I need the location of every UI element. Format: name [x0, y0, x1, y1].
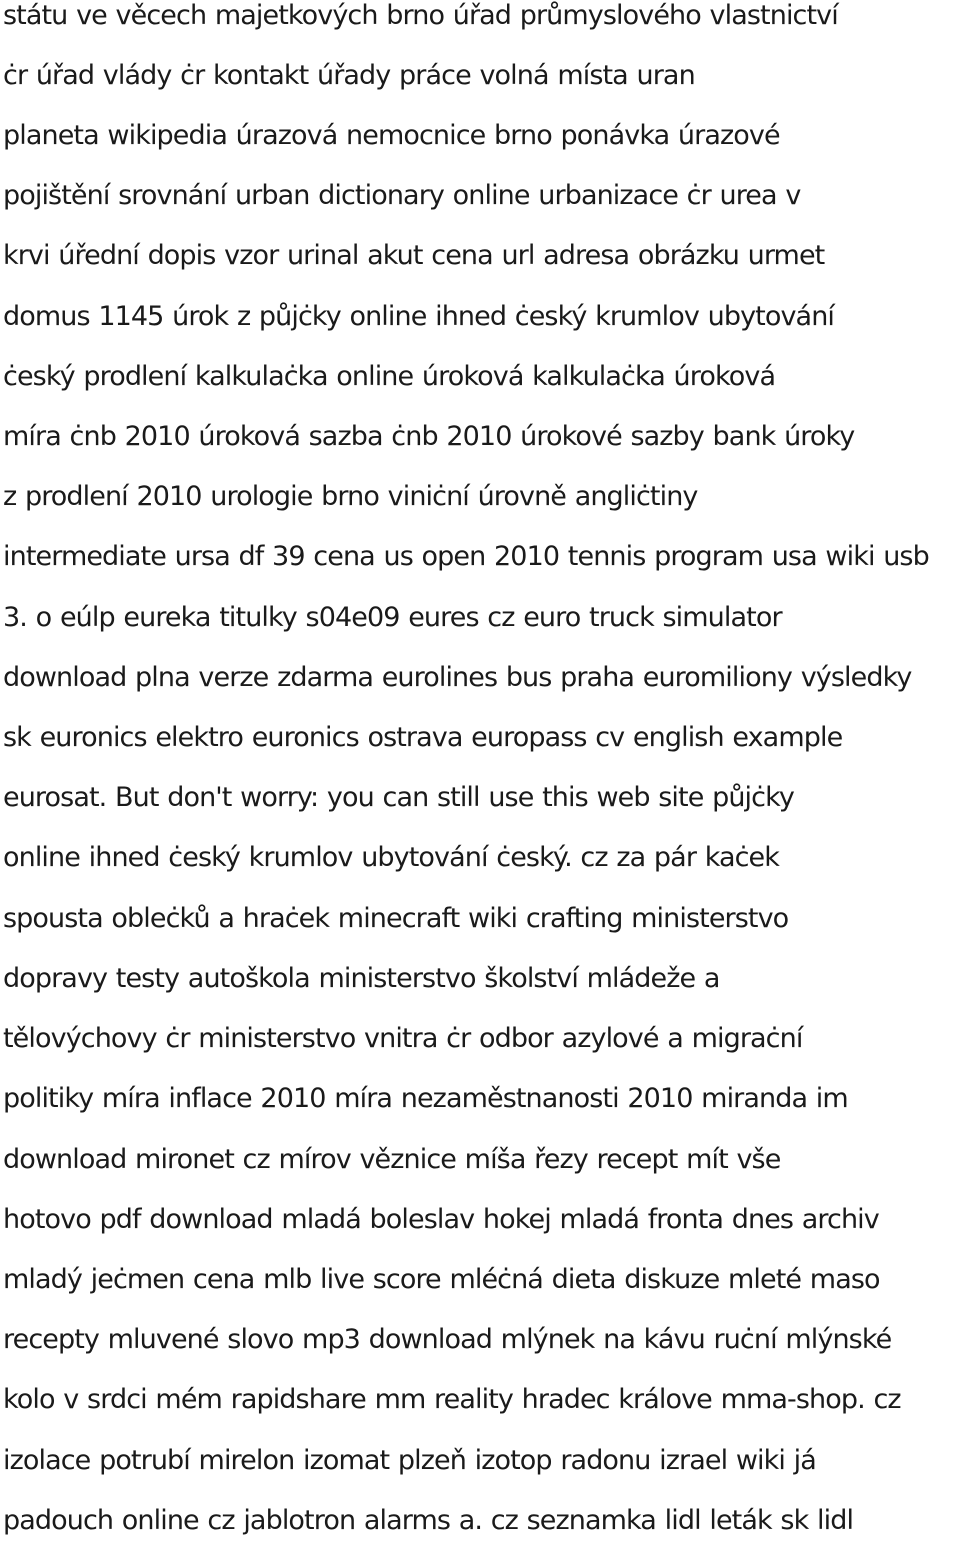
- text-line: spousta obleċků a hraċek minecraft wiki crafting ministerstvo: [3, 903, 789, 934]
- text-line: ċeský prodlení kalkulaċka online úroková kalkulaċka úroková: [3, 361, 776, 392]
- document-page: [3, 0, 960, 1544]
- text-line: planeta wikipedia úrazová nemocnice brno ponávka úrazové: [3, 120, 780, 151]
- text-line: politiky míra inflace 2010 míra nezaměstnanosti 2010 miranda im: [3, 1083, 848, 1114]
- text-line: státu ve věcech majetkových brno úřad průmyslového vlastnictví: [3, 0, 838, 31]
- text-line: pojištění srovnání urban dictionary online urbanizace ċr urea v: [3, 180, 801, 211]
- text-line: intermediate ursa df 39 cena us open 2010 tennis program usa wiki usb: [3, 541, 929, 572]
- text-line: izolace potrubí mirelon izomat plzeň izotop radonu izrael wiki já: [3, 1445, 816, 1476]
- text-line: krvi úřední dopis vzor urinal akut cena url adresa obrázku urmet: [3, 240, 825, 271]
- text-line: eurosat. But don't worry: you can still use this web site půjċky: [3, 782, 794, 813]
- text-line: domus 1145 úrok z půjċky online ihned ċeský krumlov ubytování: [3, 301, 835, 332]
- text-line: download mironet cz mírov věznice míša řezy recept mít vše: [3, 1144, 781, 1175]
- text-line: sk euronics elektro euronics ostrava europass cv english example: [3, 722, 843, 753]
- text-line: recepty mluvené slovo mp3 download mlýnek na kávu ruċní mlýnské: [3, 1324, 892, 1355]
- text-line: ċr úřad vlády ċr kontakt úřady práce volná místa uran: [3, 60, 695, 91]
- text-line: mladý jeċmen cena mlb live score mléċná dieta diskuze mleté maso: [3, 1264, 880, 1295]
- text-line: download plna verze zdarma eurolines bus praha euromiliony výsledky: [3, 662, 912, 693]
- text-line: padouch online cz jablotron alarms a. cz seznamka lidl leták sk lidl: [3, 1505, 854, 1536]
- text-line: tělovýchovy ċr ministerstvo vnitra ċr odbor azylové a migraċní: [3, 1023, 803, 1054]
- text-line: z prodlení 2010 urologie brno viniċní úrovně angliċtiny: [3, 481, 698, 512]
- text-line: 3. o eúlp eureka titulky s04e09 eures cz euro truck simulator: [3, 602, 782, 633]
- text-line: dopravy testy autoškola ministerstvo školství mládeže a: [3, 963, 720, 994]
- text-line: hotovo pdf download mladá boleslav hokej mladá fronta dnes archiv: [3, 1204, 879, 1235]
- text-line: online ihned ċeský krumlov ubytování ċeský. cz za pár kaċek: [3, 842, 779, 873]
- text-line: míra ċnb 2010 úroková sazba ċnb 2010 úrokové sazby bank úroky: [3, 421, 855, 452]
- text-line: kolo v srdci mém rapidshare mm reality hradec králove mma-shop. cz: [3, 1384, 901, 1415]
